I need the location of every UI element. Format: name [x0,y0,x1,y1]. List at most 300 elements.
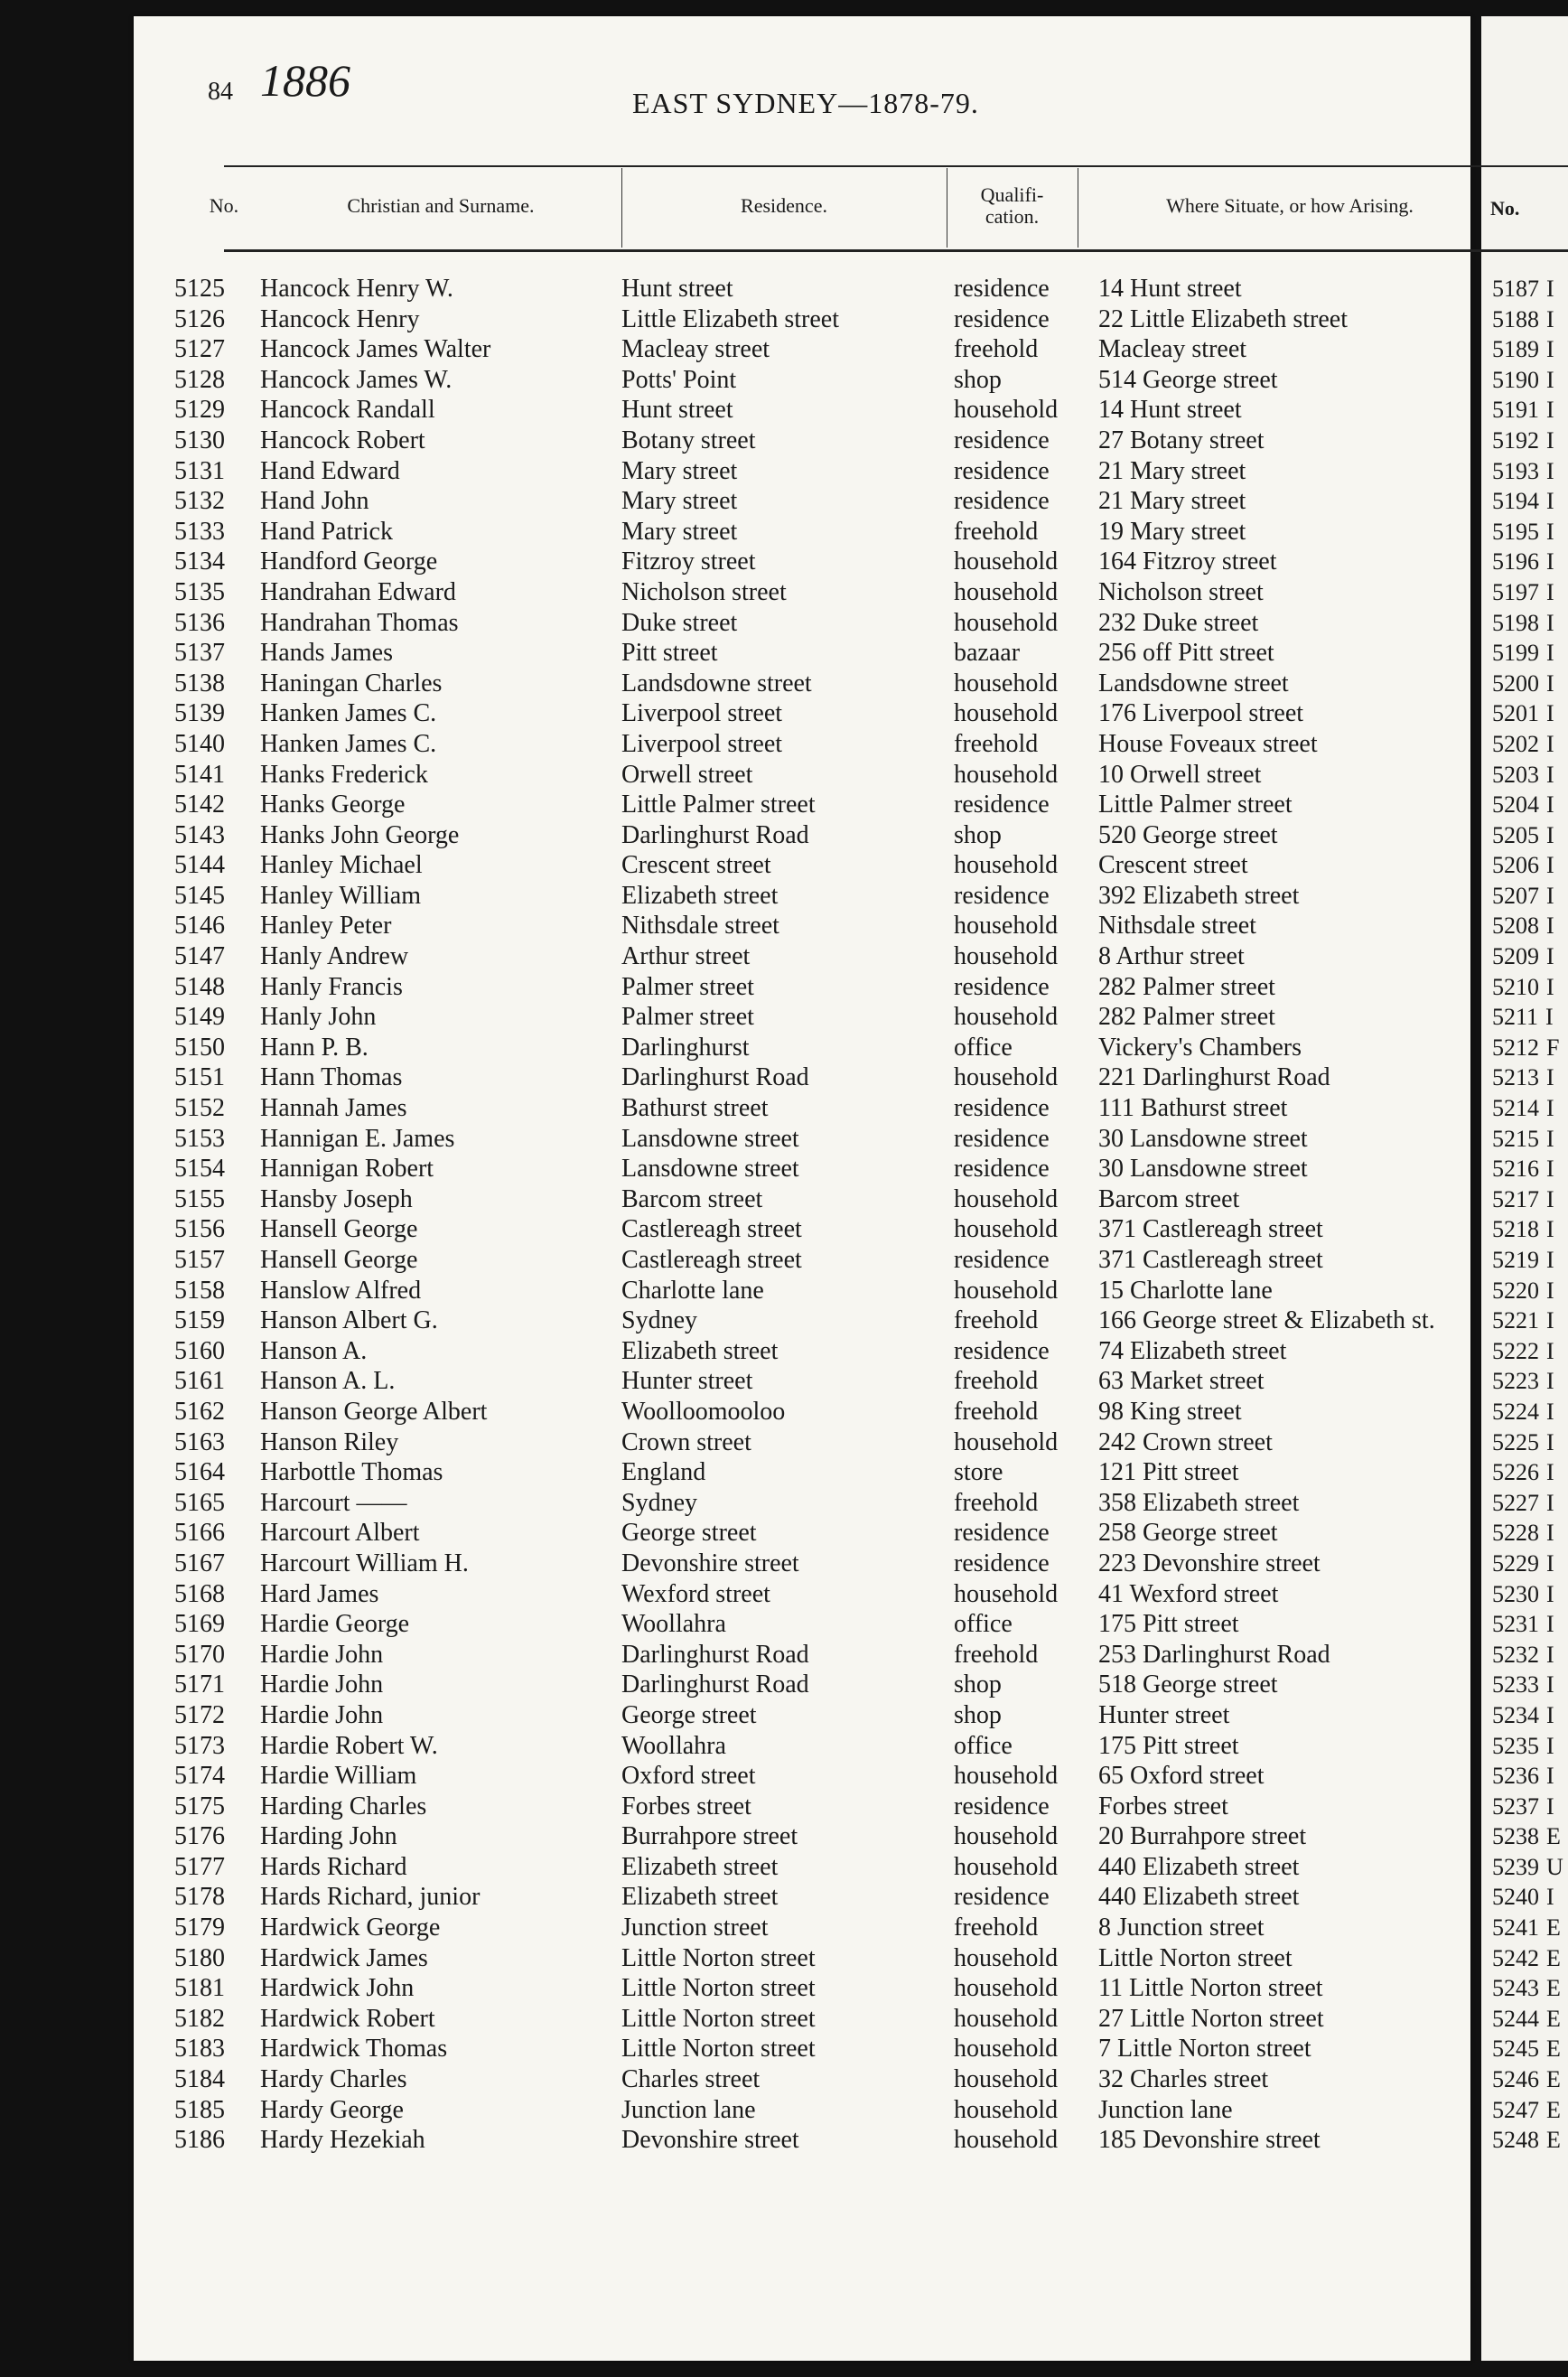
next-page-rows [1492,274,1563,2156]
table-row [134,638,1470,669]
table-row [134,2034,1470,2064]
row-name: Harding Charles [260,1792,427,1820]
row-number: 5186 [174,2126,225,2155]
row-qualification: freehold [954,1367,1039,1396]
row-where-situate: 32 Charles street [1098,2065,1269,2094]
row-number: 5126 [174,304,225,333]
next-page-row [1492,1913,1563,1943]
next-page-row-number: 5231 [1492,1611,1539,1638]
row-residence: Sydney [621,1488,697,1517]
row-name: Harcourt William H. [260,1549,469,1577]
row-number: 5175 [174,1792,225,1820]
row-number: 5131 [174,456,225,485]
row-number: 5164 [174,1458,225,1487]
row-name: Hardie Robert W. [260,1731,438,1760]
next-page-row [1492,1518,1563,1549]
row-where-situate: 7 Little Norton street [1098,2035,1311,2063]
table-row [134,426,1470,456]
row-residence: Hunt street [621,275,733,303]
next-page-row [1492,669,1563,699]
next-page-row [1492,1427,1563,1458]
row-qualification: household [954,1184,1059,1213]
row-where-situate: Macleay street [1098,335,1247,364]
next-page-row [1492,1397,1563,1427]
row-qualification: shop [954,820,1002,849]
row-qualification: residence [954,791,1050,819]
row-residence: Mary street [621,487,738,516]
row-qualification: residence [954,456,1050,485]
next-page-row-number: 5233 [1492,1671,1539,1699]
row-where-situate: 15 Charlotte lane [1098,1276,1273,1305]
table-row [134,456,1470,487]
next-page-row-number: 5187 [1492,276,1539,302]
row-where-situate: 221 Darlinghurst Road [1098,1063,1330,1092]
next-page-row-initial: E [1546,1975,1561,2002]
row-where-situate: 27 Little Norton street [1098,2004,1324,2033]
next-page-row [1492,911,1563,941]
row-qualification: residence [954,275,1050,303]
row-name: Hardwick George [260,1914,441,1942]
row-name: Hards Richard [260,1852,407,1881]
row-residence: Darlinghurst Road [621,1670,809,1699]
next-page-row [1492,1033,1563,1063]
row-qualification: household [954,1276,1059,1305]
row-residence: George street [621,1519,757,1548]
row-number: 5166 [174,1519,225,1548]
row-name: Hanson George Albert [260,1397,488,1426]
next-page-row-initial: I [1546,609,1554,636]
next-page-row-initial: I [1546,518,1554,545]
row-qualification: office [954,1610,1013,1639]
row-number: 5145 [174,881,225,910]
table-row [134,1821,1470,1852]
row-where-situate: 256 off Pitt street [1098,639,1274,668]
row-qualification: household [954,1427,1059,1456]
row-where-situate: 518 George street [1098,1670,1278,1699]
row-where-situate: 440 Elizabeth street [1098,1883,1300,1912]
table-row [134,2004,1470,2035]
row-name: Hands James [260,639,393,668]
row-name: Hardwick Robert [260,2004,435,2033]
row-name: Hanslow Alfred [260,1276,422,1305]
row-qualification: household [954,608,1059,637]
next-page-row-initial: I [1546,1156,1554,1183]
next-page-row-number: 5189 [1492,336,1539,363]
next-page-row-initial: I [1546,1520,1554,1547]
row-number: 5147 [174,942,225,971]
next-page-row-initial: E [1546,1944,1561,1971]
row-name: Hard James [260,1579,379,1608]
table-row [134,1154,1470,1184]
row-qualification: residence [954,487,1050,516]
next-page-row-number: 5245 [1492,2035,1539,2063]
next-page-row-initial: I [1546,1185,1554,1212]
next-page-row-number: 5239 [1492,1853,1539,1880]
table-row [134,304,1470,335]
row-qualification: residence [954,304,1050,333]
row-where-situate: 166 George street & Elizabeth st. [1098,1306,1435,1335]
row-qualification: freehold [954,729,1039,758]
row-number: 5132 [174,487,225,516]
next-page-row-number: 5188 [1492,305,1539,332]
row-name: Hansell George [260,1246,418,1274]
row-where-situate: 121 Pitt street [1098,1458,1239,1487]
next-page-row-number: 5229 [1492,1549,1539,1577]
row-residence: Darlinghurst Road [621,820,809,849]
next-page-row [1492,790,1563,820]
next-page-row-number: 5225 [1492,1428,1539,1455]
row-residence: Mary street [621,456,738,485]
next-page-row [1492,881,1563,912]
next-page-row-initial: I [1546,1489,1554,1516]
row-number: 5183 [174,2035,225,2063]
next-page-row [1492,274,1563,304]
row-qualification: office [954,1731,1013,1760]
next-page-row-initial: I [1546,548,1554,576]
next-page-row-number: 5230 [1492,1580,1539,1607]
next-page-row [1492,1214,1563,1245]
next-page-row-number: 5214 [1492,1095,1539,1122]
row-residence: Little Palmer street [621,791,816,819]
row-name: Hann Thomas [260,1063,403,1092]
row-residence: Little Norton street [621,1943,816,1972]
row-residence: Elizabeth street [621,1336,779,1365]
row-name: Hanken James C. [260,699,437,728]
year-mark: 1886 [260,55,350,106]
table-row [134,790,1470,820]
table-row [134,729,1470,760]
next-page-row-initial: I [1546,1792,1554,1820]
next-page-row-number: 5213 [1492,1064,1539,1091]
next-page-row-number: 5194 [1492,488,1539,515]
row-where-situate: 242 Crown street [1098,1427,1273,1456]
row-where-situate: 14 Hunt street [1098,275,1242,303]
row-name: Hancock James Walter [260,335,491,364]
row-where-situate: House Foveaux street [1098,729,1318,758]
table-row [134,1245,1470,1276]
row-name: Hardwick John [260,1974,415,2003]
next-page-row-number: 5241 [1492,1914,1539,1942]
row-qualification: freehold [954,1914,1039,1942]
next-page-row [1492,638,1563,669]
next-page-row-initial: I [1546,1247,1554,1273]
next-page-row [1492,1305,1563,1336]
next-page-row-number: 5195 [1492,518,1539,545]
next-page-row [1492,2064,1563,2095]
next-page-row [1492,1062,1563,1093]
row-qualification: bazaar [954,639,1021,668]
next-page-row-initial: I [1546,1095,1554,1122]
next-page-row-initial: I [1546,669,1554,697]
row-residence: Nithsdale street [621,912,779,941]
row-qualification: freehold [954,1397,1039,1426]
row-residence: Liverpool street [621,699,783,728]
row-name: Hardy Charles [260,2065,407,2094]
row-residence: Arthur street [621,942,751,971]
row-where-situate: 185 Devonshire street [1098,2126,1321,2155]
row-qualification: freehold [954,1306,1039,1335]
row-qualification: shop [954,1700,1002,1729]
next-page-row [1492,547,1563,577]
next-page-row-initial: E [1546,2035,1561,2063]
row-number: 5142 [174,791,225,819]
next-page-row-number: 5198 [1492,609,1539,636]
next-page-row [1492,1852,1563,1883]
row-number: 5128 [174,365,225,394]
row-number: 5181 [174,1974,225,2003]
next-page-row [1492,577,1563,608]
next-page-row-number: 5242 [1492,1944,1539,1971]
next-page-row-number: 5215 [1492,1125,1539,1152]
next-page-row-initial: E [1546,2096,1561,2123]
next-page-row-initial: I [1546,1337,1554,1364]
next-page-row-number: 5209 [1492,943,1539,970]
row-name: Hand John [260,487,369,516]
next-page-row-initial: I [1546,1641,1554,1668]
next-page-row-initial: E [1546,2066,1561,2093]
next-page-row-number: 5199 [1492,640,1539,667]
row-where-situate: 65 Oxford street [1098,1762,1265,1791]
row-where-situate: 22 Little Elizabeth street [1098,304,1349,333]
next-page-row [1492,1700,1563,1731]
table-row [134,395,1470,426]
row-number: 5141 [174,760,225,789]
next-page-row [1492,608,1563,639]
next-page-row [1492,1549,1563,1579]
row-where-situate: 175 Pitt street [1098,1731,1239,1760]
row-where-situate: 282 Palmer street [1098,1003,1275,1032]
row-residence: Crown street [621,1427,751,1456]
row-residence: Darlinghurst [621,1033,750,1062]
row-number: 5129 [174,396,225,425]
row-number: 5168 [174,1579,225,1608]
next-page-row-number: 5192 [1492,426,1539,454]
next-page-row [1492,941,1563,972]
row-name: Hansby Joseph [260,1184,413,1213]
row-name: Hanly Andrew [260,942,409,971]
table-row [134,1305,1470,1336]
table-row [134,1761,1470,1792]
next-page-row-initial: I [1546,791,1554,819]
row-where-situate: 63 Market street [1098,1367,1265,1396]
row-name: Hanson A. [260,1336,368,1365]
row-name: Hansell George [260,1215,418,1244]
row-qualification: household [954,669,1059,697]
next-page-row-initial: I [1546,276,1554,302]
table-row [134,1427,1470,1458]
row-where-situate: 98 King street [1098,1397,1242,1426]
next-page-row [1492,2095,1563,2126]
next-page-row [1492,1366,1563,1397]
row-residence: Barcom street [621,1184,763,1213]
row-residence: Little Norton street [621,2035,816,2063]
table-row [134,1276,1470,1306]
row-qualification: household [954,942,1059,971]
row-residence: England [621,1458,706,1487]
row-qualification: household [954,699,1059,728]
next-page-row-initial: I [1546,1763,1554,1790]
table-row [134,698,1470,729]
row-qualification: household [954,2126,1059,2155]
row-residence: Devonshire street [621,2126,799,2155]
next-page-row [1492,820,1563,851]
next-page-row-initial: I [1546,640,1554,667]
row-residence: Charlotte lane [621,1276,764,1305]
row-residence: Crescent street [621,851,771,880]
row-number: 5169 [174,1610,225,1639]
table-row [134,1002,1470,1033]
next-page-row-number: 5247 [1492,2096,1539,2123]
table-row [134,850,1470,881]
next-page-row-number: 5235 [1492,1732,1539,1759]
row-number: 5174 [174,1762,225,1791]
row-name: Hanley William [260,881,421,910]
row-qualification: household [954,1003,1059,1032]
next-page-row [1492,1457,1563,1488]
row-where-situate: 111 Bathurst street [1098,1094,1288,1123]
row-number: 5153 [174,1124,225,1153]
row-residence: Landsdowne street [621,669,812,697]
next-page-row-number: 5226 [1492,1459,1539,1486]
row-where-situate: 258 George street [1098,1519,1278,1548]
row-where-situate: 30 Lansdowne street [1098,1124,1308,1153]
row-number: 5162 [174,1397,225,1426]
row-residence: Little Elizabeth street [621,304,840,333]
row-number: 5125 [174,275,225,303]
next-page-row-initial: I [1546,1368,1554,1395]
next-page-header-no: No. [1490,197,1520,220]
table-row [134,1549,1470,1579]
row-where-situate: 8 Junction street [1098,1914,1265,1942]
next-page-row-initial: I [1546,912,1554,940]
next-page-row-initial: I [1546,1459,1554,1486]
row-number: 5170 [174,1640,225,1669]
next-page-row-number: 5240 [1492,1884,1539,1911]
row-number: 5138 [174,669,225,697]
row-name: Hanley Michael [260,851,423,880]
row-where-situate: Crescent street [1098,851,1248,880]
next-page-row-initial: I [1546,1125,1554,1152]
row-residence: Elizabeth street [621,1883,779,1912]
row-residence: Hunter street [621,1367,753,1396]
table-row [134,1518,1470,1549]
row-residence: Wexford street [621,1579,770,1608]
next-page-row-number: 5222 [1492,1337,1539,1364]
next-page-row-initial: I [1546,397,1554,424]
next-page-row-number: 5227 [1492,1489,1539,1516]
row-number: 5167 [174,1549,225,1577]
next-page-row-initial: I [1546,973,1554,1000]
row-number: 5159 [174,1306,225,1335]
next-page-row-number: 5243 [1492,1975,1539,2002]
row-qualification: household [954,396,1059,425]
next-page-row-initial: I [1546,1884,1554,1911]
row-name: Handford George [260,547,438,576]
row-number: 5151 [174,1063,225,1092]
next-page-row-number: 5190 [1492,366,1539,393]
row-qualification: household [954,851,1059,880]
row-qualification: residence [954,1883,1050,1912]
next-page-row-number: 5248 [1492,2127,1539,2154]
table-row [134,1943,1470,1974]
row-name: Harbottle Thomas [260,1458,443,1487]
row-name: Hanks George [260,791,406,819]
row-qualification: shop [954,1670,1002,1699]
row-qualification: freehold [954,517,1039,546]
row-residence: Sydney [621,1306,697,1335]
table-row [134,1093,1470,1124]
table-row [134,1033,1470,1063]
row-name: Hardie George [260,1610,410,1639]
next-page-row [1492,1488,1563,1519]
row-where-situate: 253 Darlinghurst Road [1098,1640,1330,1669]
row-where-situate: 232 Duke street [1098,608,1259,637]
next-page-edge [1481,16,1568,2361]
row-name: Hand Edward [260,456,400,485]
row-qualification: residence [954,1519,1050,1548]
row-residence: Devonshire street [621,1549,799,1577]
row-qualification: residence [954,1094,1050,1123]
next-page-row [1492,304,1563,335]
row-qualification: residence [954,972,1050,1001]
row-name: Hardie John [260,1670,384,1699]
row-name: Hardie John [260,1640,384,1669]
row-qualification: residence [954,1246,1050,1274]
next-page-row-initial: I [1546,1701,1554,1728]
header-name: Christian and Surname. [347,194,535,217]
next-page-row-initial: I [1546,1216,1554,1243]
next-page-row-number: 5197 [1492,578,1539,605]
next-page-row-number: 5203 [1492,761,1539,788]
next-page-row-initial: I [1545,1004,1554,1031]
row-name: Hannah James [260,1094,407,1123]
next-page-row [1492,1579,1563,1610]
row-name: Hardwick Thomas [260,2035,448,2063]
register-page [134,16,1470,2361]
next-page-row-initial: I [1546,882,1554,909]
row-residence: Lansdowne street [621,1124,799,1153]
row-where-situate: Junction lane [1098,2095,1233,2124]
row-qualification: household [954,760,1059,789]
row-residence: Little Norton street [621,2004,816,2033]
row-where-situate: 164 Fitzroy street [1098,547,1277,576]
next-page-row-initial: I [1546,426,1554,454]
row-residence: Mary street [621,517,738,546]
row-name: Harcourt Albert [260,1519,420,1548]
table-row [134,820,1470,851]
row-residence: Junction lane [621,2095,756,2124]
header-bottom-rule [224,249,1498,252]
table-row [134,1397,1470,1427]
row-number: 5133 [174,517,225,546]
row-name: Hanson Riley [260,1427,399,1456]
table-row [134,274,1470,304]
table-row [134,517,1470,547]
row-qualification: freehold [954,335,1039,364]
table-row [134,1336,1470,1367]
table-row [134,1366,1470,1397]
next-page-bottom-rule [1481,249,1568,252]
row-name: Handrahan Edward [260,577,456,606]
row-name: Hardie John [260,1700,384,1729]
row-residence: Castlereagh street [621,1215,802,1244]
table-row [134,1579,1470,1610]
row-qualification: residence [954,1549,1050,1577]
next-page-row [1492,1002,1563,1033]
next-page-row [1492,1336,1563,1367]
next-page-row-initial: I [1546,943,1554,970]
row-number: 5182 [174,2004,225,2033]
